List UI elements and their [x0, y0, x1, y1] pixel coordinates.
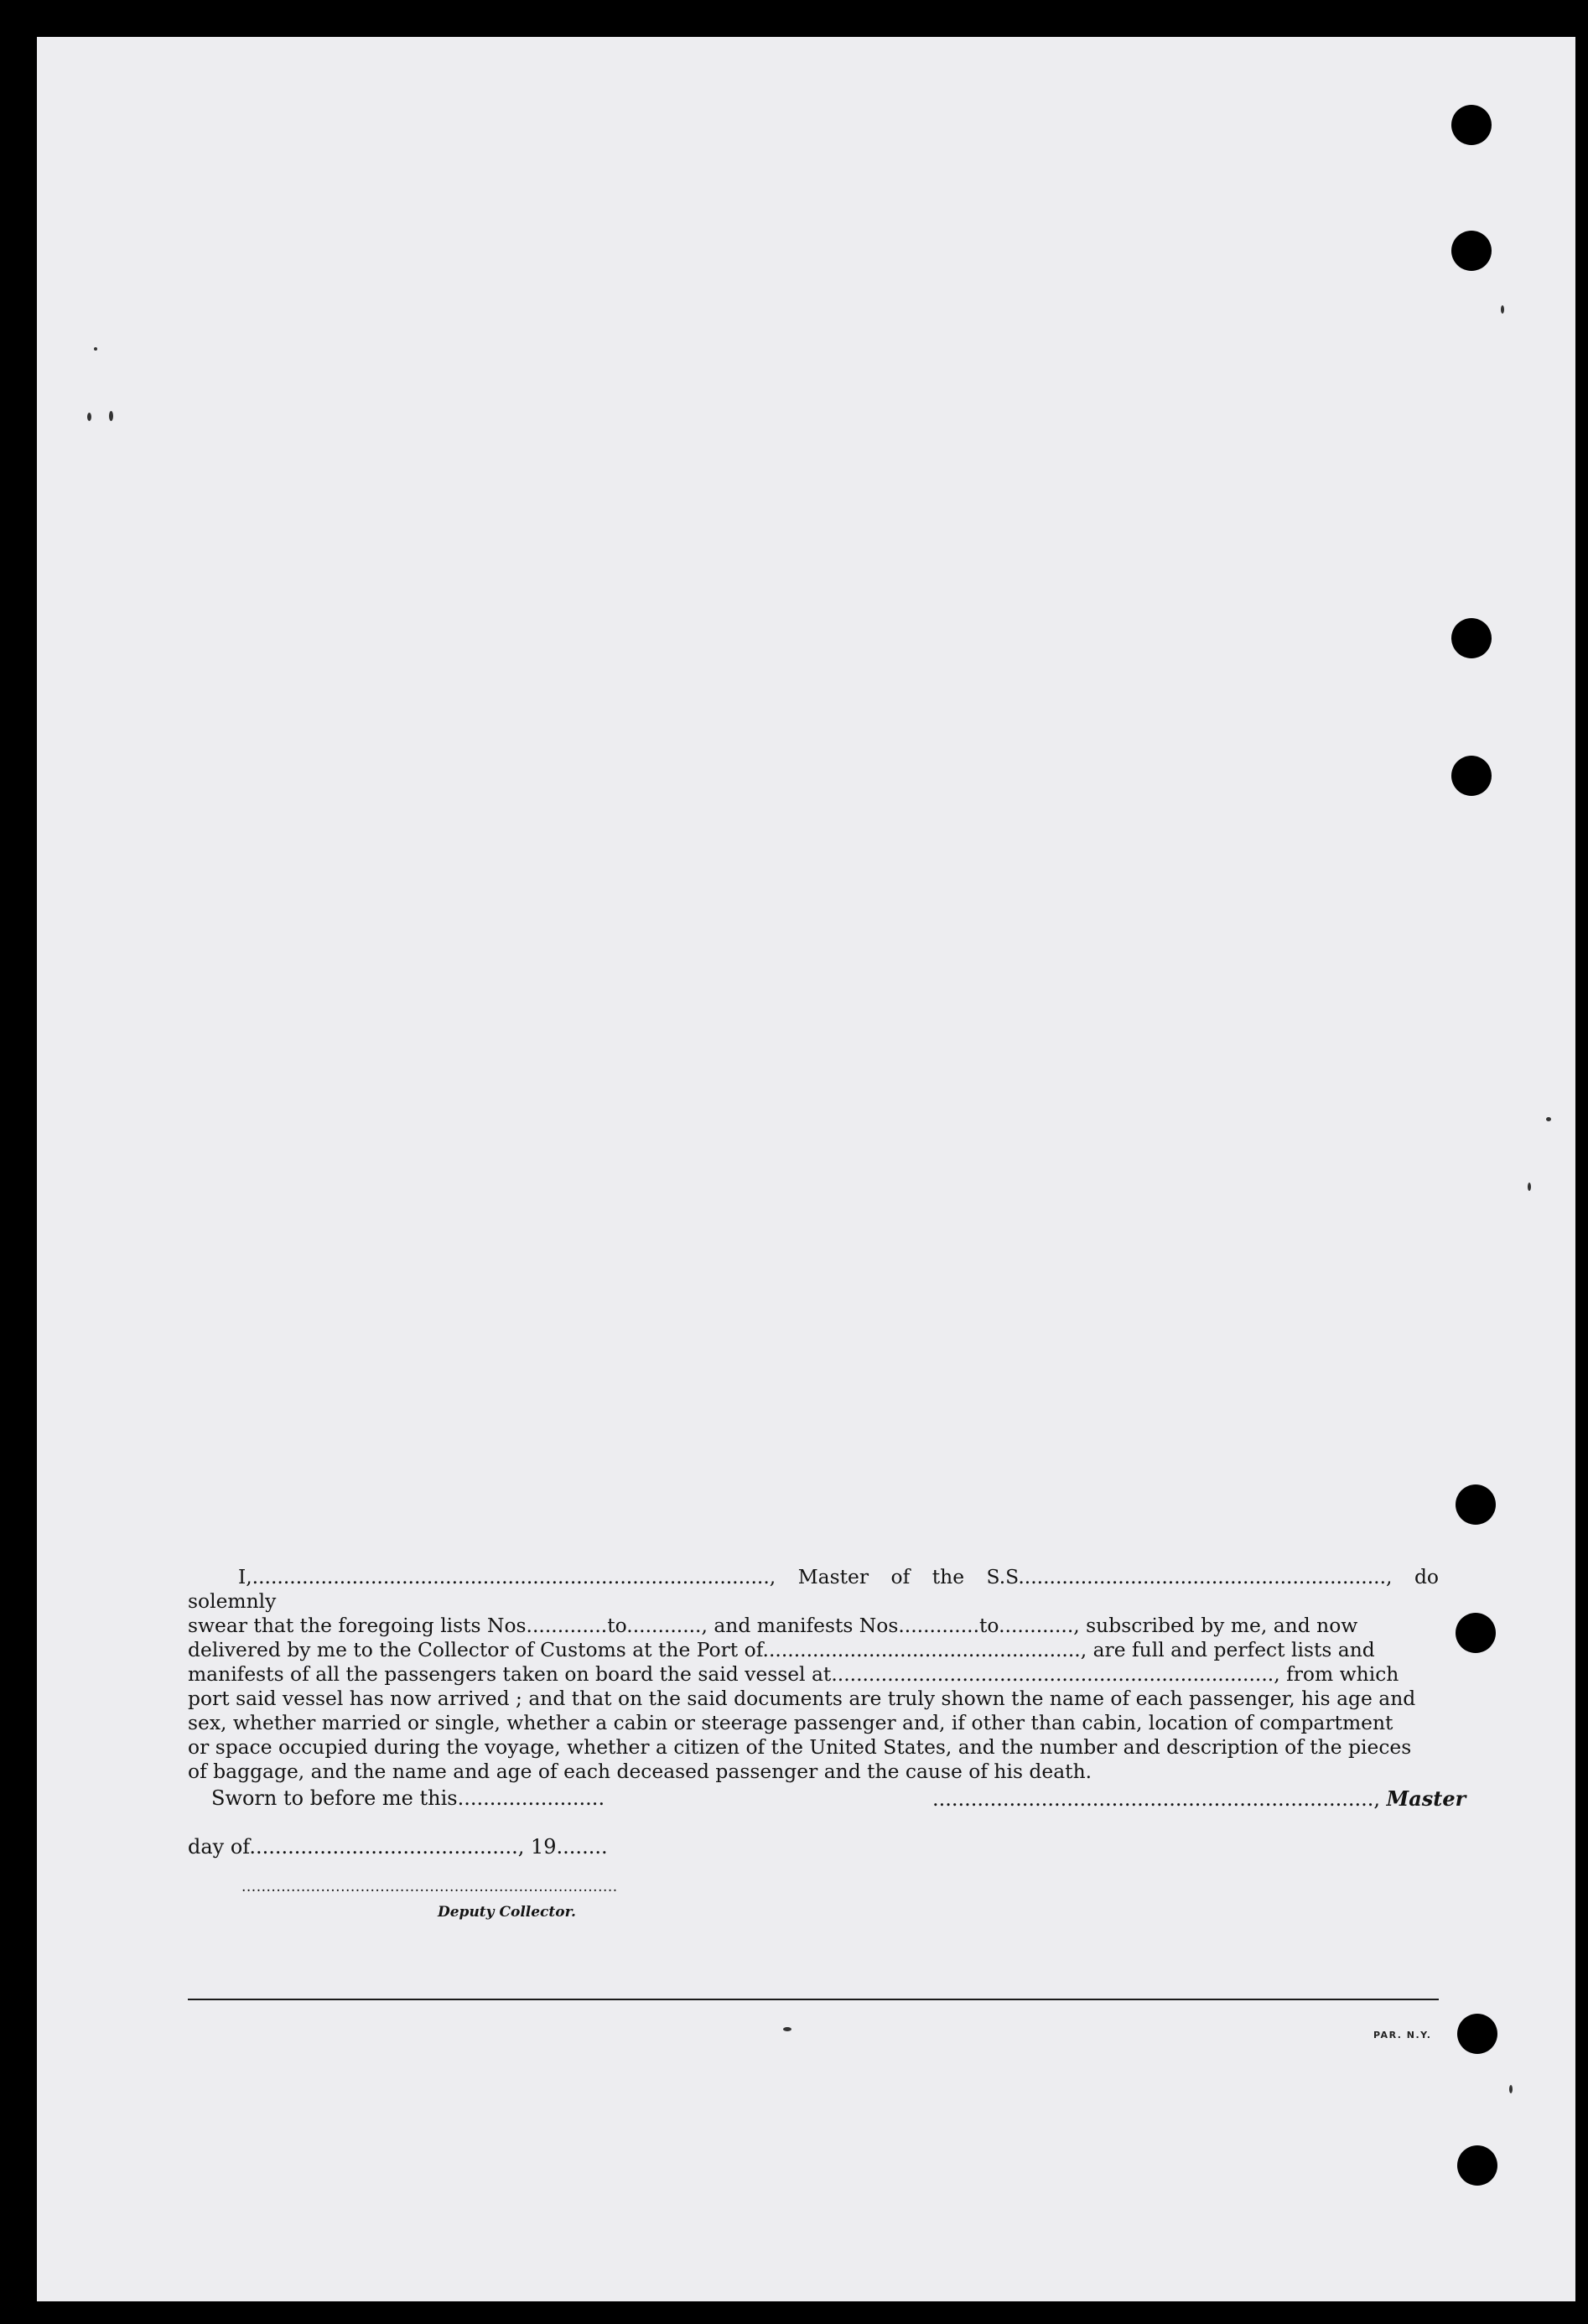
master-label: Master [1386, 1786, 1466, 1811]
oath-line: of baggage, and the name and age of each deceased passenger and the cause of his death. [188, 1760, 1092, 1783]
sworn-before-line: Sworn to before me this....................... [211, 1786, 605, 1810]
speck [109, 411, 113, 421]
punch-hole-1 [1451, 105, 1492, 145]
deputy-collector-label: Deputy Collector. [438, 1904, 576, 1921]
day-of-line: day of.........................................., 19........ [188, 1835, 608, 1859]
punch-hole-8 [1457, 2145, 1497, 2186]
speck [1501, 305, 1504, 314]
punch-hole-6 [1456, 1613, 1496, 1653]
speck [1528, 1183, 1531, 1191]
speck [94, 347, 97, 351]
oath-line: or space occupied during the voyage, whether a citizen of the United States, and the number and description of the pieces [188, 1735, 1412, 1759]
speck [1546, 1117, 1551, 1121]
oath-line: delivered by me to the Collector of Customs at the Port of..................................................., are full and perfect lists and [188, 1638, 1375, 1661]
master-signature-line [932, 1786, 1466, 1811]
printer-mark: PAR. N.Y. [1373, 2030, 1432, 2041]
master-oath-paragraph [188, 1565, 1439, 1784]
deputy-collector-signature-dots: ............................................................................ [241, 1879, 618, 1895]
punch-hole-4 [1451, 756, 1492, 796]
punch-hole-2 [1451, 231, 1492, 271]
speck [87, 413, 91, 421]
master-signature-dots: ....................................................................., [932, 1787, 1381, 1811]
form-sheet [37, 37, 1575, 2301]
speck [1509, 2085, 1513, 2093]
speck [783, 2027, 791, 2031]
oath-line: port said vessel has now arrived ; and that on the said documents are truly shown the name of each passenger, his age and [188, 1687, 1416, 1710]
oath-line: manifests of all the passengers taken on board the said vessel at......................................................................., from which [188, 1662, 1399, 1686]
punch-hole-5 [1456, 1484, 1496, 1525]
punch-hole-3 [1451, 618, 1492, 658]
punch-hole-7 [1457, 2014, 1497, 2054]
oath-line: sex, whether married or single, whether a cabin or steerage passenger and, if other than cabin, location of compartment [188, 1711, 1393, 1734]
oath-line: I,..................................................................................., Master of the S.S..........................................................., do solemnly [188, 1565, 1439, 1613]
oath-line: swear that the foregoing lists Nos.............to............, and manifests Nos.............to............, subscribed by me, and now [188, 1614, 1358, 1637]
bottom-rule [188, 1999, 1439, 2000]
